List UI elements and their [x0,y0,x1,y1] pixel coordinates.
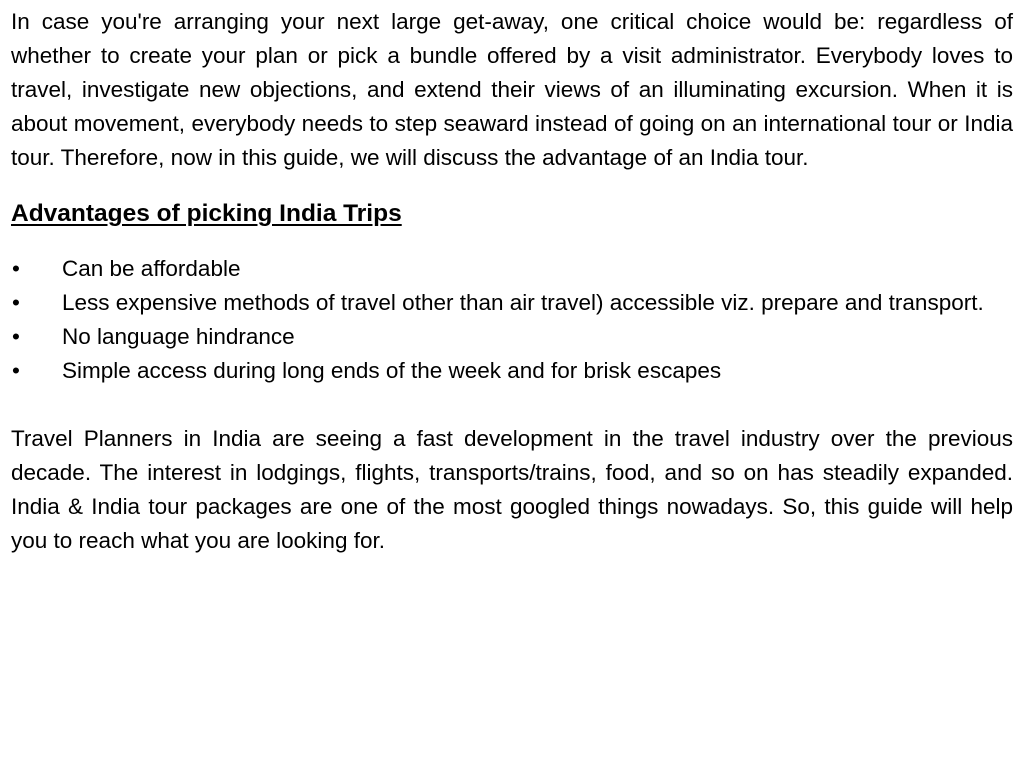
advantages-heading: Advantages of picking India Trips [11,200,402,227]
list-item-text: Can be affordable [62,256,241,281]
list-item-text: No language hindrance [62,324,295,349]
list-item [11,252,1013,286]
list-item [11,320,1013,354]
advantages-list [11,252,1013,388]
list-item-text: Less expensive methods of travel other than air travel) accessible viz. prepare and transport. [62,290,984,315]
bullet-icon: • [12,256,20,281]
bullet-icon: • [12,324,20,349]
list-item-text: Simple access during long ends of the week and for brisk escapes [62,358,722,383]
outro-paragraph: Travel Planners in India are seeing a fast development in the travel industry over the previous decade. The interest in lodgings, flights, transports/trains, food, and so on has steadily expanded. India & India tour packages are one of the most googled things nowadays. So, this guide will help you to reach what you are looking for. [11,426,1013,553]
bullet-icon: • [12,290,20,315]
bullet-icon: • [12,358,20,383]
intro-paragraph: In case you're arranging your next large get-away, one critical choice would be: regardless of whether to create your plan or pick a bundle offered by a visit administrator. Everybody loves to travel, investigate new objections, and extend their views of an illuminating excursion. When it is about movement, everybody needs to step seaward instead of going on an international tour or India tour. Therefore, now in this guide, we will discuss the advantage of an India tour. [11,9,1013,170]
list-item [11,286,1013,320]
document-page [11,5,1013,558]
list-item [11,354,1013,388]
